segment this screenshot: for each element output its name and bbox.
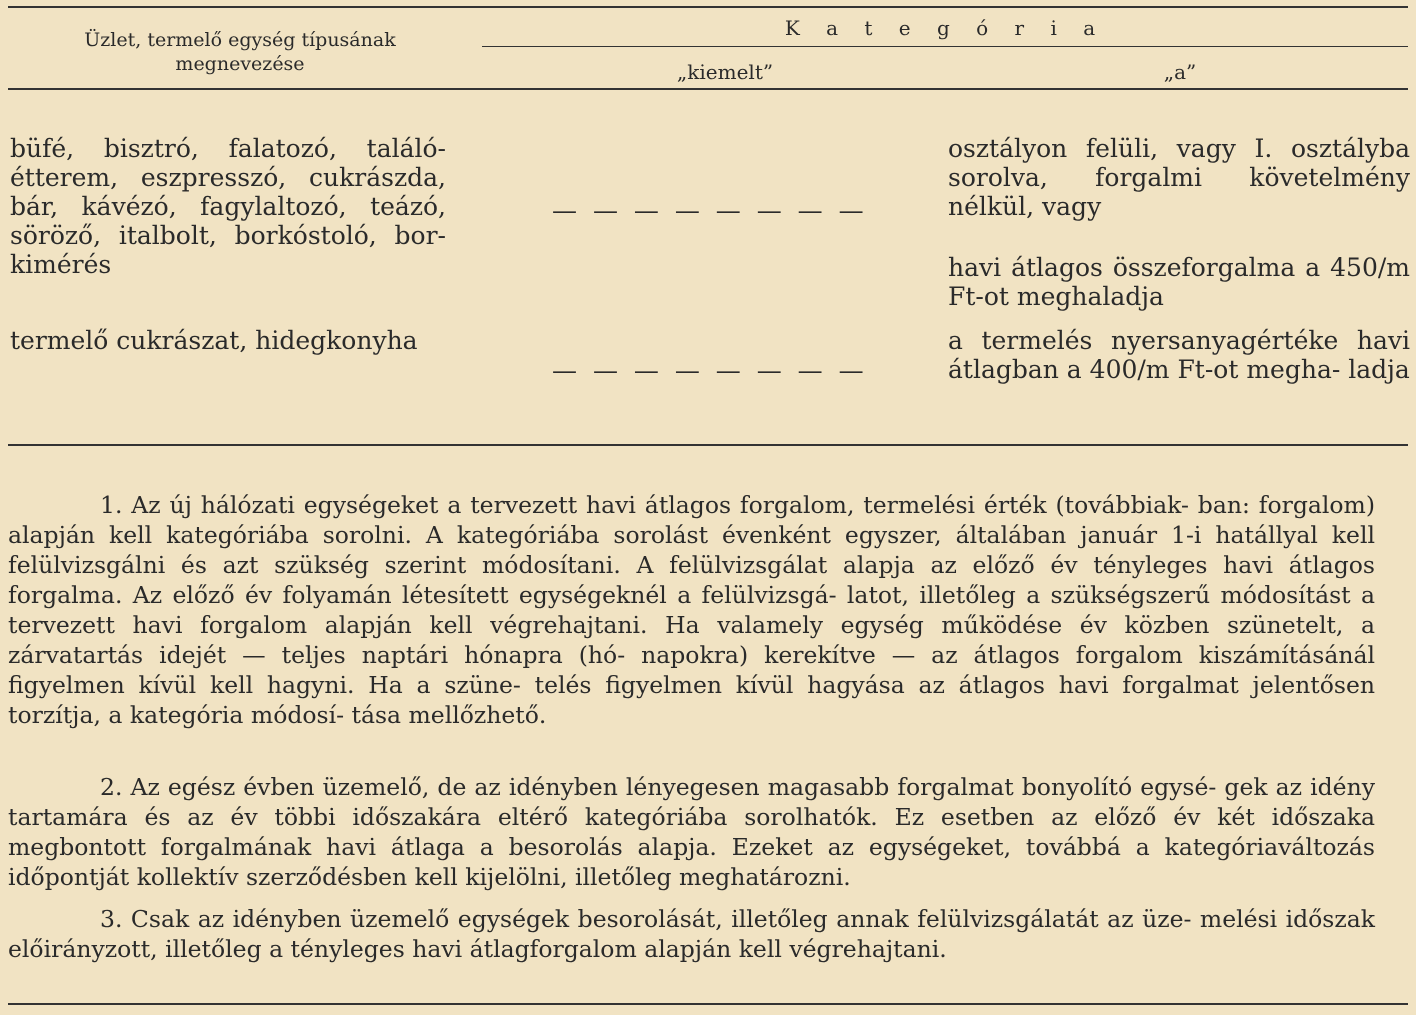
header-inner-rule [482,46,1408,47]
row1-a-part1: osztályon felüli, vagy I. osztályba sorolva, forgalmi követelmény nélkül, vagy [948,134,1410,221]
top-rule [8,6,1408,8]
header-bottom-rule [8,88,1408,90]
header-kiemelt: „kiemelt” [676,60,774,84]
paragraph-2: 2. Az egész évben üzemelő, de az idényben lényegesen magasabb forgalmat bonyolító egysé- gek az idény tartamára és az év többi időszakára eltérő kategóriába sorolhatók. Ez esetben az előző év két időszaka megbontott forgalmának havi átlaga a besorolás alapja. Ezeket az egységeket, továbbá a kategóriaváltozás időpontját kollektív szerződésben kell kijelölni, illetőleg meghatározni. [8,773,1375,891]
header-category: K a t e g ó r i a [784,16,1106,40]
header-business-type: Üzlet, termelő egység típusának megnevezése [84,29,396,75]
row1-a-part2: havi átlagos összeforgalma a 450/m Ft-ot meghaladja [948,253,1410,311]
row2-a-part1: a termelés nyersanyagértéke havi átlagban a 400/m Ft-ot megha- ladja [948,326,1410,384]
row2-kiemelt-dash: — — — — — — — — [552,356,868,385]
row2-name: termelő cukrászat, hidegkonyha [10,326,418,355]
header-a: „a” [1163,60,1197,84]
paragraph-3: 3. Csak az idényben üzemelő egységek besorolását, illetőleg annak felülvizsgálatát az üze- melési időszak előirányzott, illetőleg a tényleges havi átlagforgalom alapján kell végrehajtani. [8,905,1375,963]
row1-kiemelt-dash: — — — — — — — — [552,196,868,225]
paragraph-1: 1. Az új hálózati egységeket a tervezett havi átlagos forgalom, termelési érték (továbbiak- ban: forgalom) alapján kell kategóriába sorolni. A kategóriába sorolást évenként egyszer, általában január 1-i hatállyal kell felülvizsgálni és azt szükség szerint módosítani. A felülvizsgálat alapja az előző év tényleges havi átlagos forgalma. Az előző év folyamán létesített egységeknél a felülvizsgá- latot, illetőleg a szükségszerű módosítást a tervezett havi forgalom alapján kell végrehajtani. Ha valamely egység működése év közben szünetelt, a zárvatartás idejét — teljes naptári hónapra (hó- napokra) kerekítve — az átlagos forgalom kiszámításánál figyelmen kívül kell hagyni. Ha a szüne- telés figyelmen kívül hagyása az átlagos havi forgalmat jelentősen torzítja, a kategória módosí- tása mellőzhető. [8,491,1375,729]
row1-name: büfé, bisztró, falatozó, találó- étterem, eszpresszó, cukrászda, bár, kávézó, fagylaltozó, teázó, söröző, italbolt, borkóstoló, bor- kimérés [10,134,446,279]
bottom-rule [8,1003,1408,1005]
table-bottom-rule [8,444,1408,446]
